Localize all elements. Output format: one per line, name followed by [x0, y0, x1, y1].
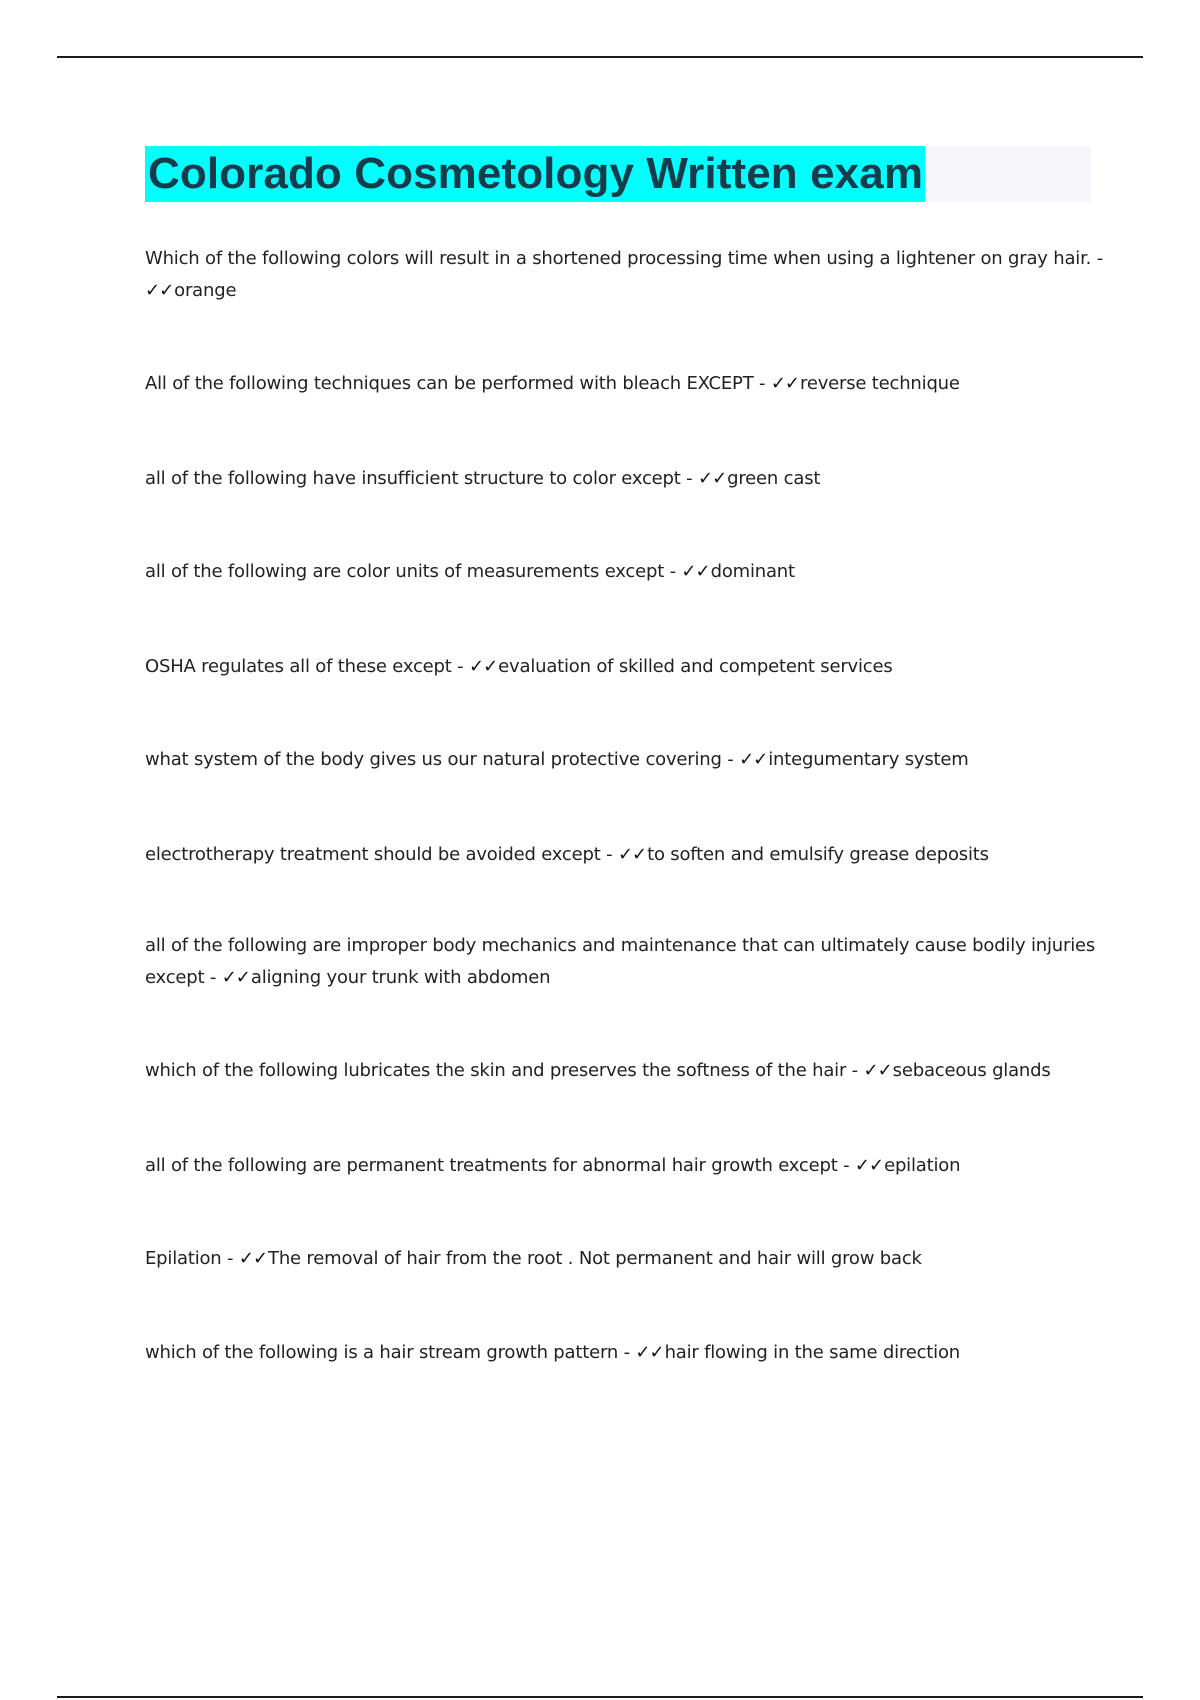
separator: - — [221, 1248, 239, 1269]
separator: - — [664, 561, 682, 582]
double-check-icon: ✓✓ — [617, 844, 647, 865]
qa-item — [145, 368, 1105, 400]
separator: - — [846, 1060, 864, 1081]
qa-item — [145, 1055, 1105, 1087]
double-check-icon: ✓✓ — [238, 1248, 268, 1269]
question-text: which of the following is a hair stream growth pattern — [145, 1342, 619, 1363]
double-check-icon: ✓✓ — [145, 280, 174, 301]
question-text: All of the following techniques can be performed with bleach EXCEPT — [145, 373, 754, 394]
answer-text: sebaceous glands — [892, 1060, 1051, 1081]
double-check-icon: ✓✓ — [697, 468, 727, 489]
answer-text: orange — [174, 280, 237, 301]
question-text: electrotherapy treatment should be avoided except — [145, 844, 601, 865]
answer-text: hair flowing in the same direction — [664, 1342, 960, 1363]
question-text: Which of the following colors will result in a shortened processing time when using a lightener on gray hair. — [145, 248, 1092, 269]
qa-item — [145, 1243, 1105, 1275]
qa-item — [145, 651, 1105, 683]
double-check-icon: ✓✓ — [739, 749, 768, 770]
question-text: Epilation — [145, 1248, 222, 1269]
question-text: which of the following lubricates the skin and preserves the softness of the hair — [145, 1060, 847, 1081]
double-check-icon: ✓✓ — [635, 1342, 664, 1363]
separator: - — [680, 468, 698, 489]
answer-text: dominant — [710, 561, 795, 582]
separator: - — [600, 844, 618, 865]
separator: - — [753, 373, 771, 394]
separator: - — [451, 656, 469, 677]
question-text: all of the following have insufficient structure to color except — [145, 468, 681, 489]
answer-text: evaluation of skilled and competent services — [498, 656, 893, 677]
qa-item — [145, 930, 1105, 994]
question-text: all of the following are color units of measurements except — [145, 561, 665, 582]
double-check-icon: ✓✓ — [770, 373, 800, 394]
qa-item — [145, 744, 1105, 776]
separator: - — [1091, 248, 1103, 269]
top-rule — [57, 56, 1143, 58]
double-check-icon: ✓✓ — [863, 1060, 892, 1081]
qa-item — [145, 556, 1105, 588]
qa-item — [145, 839, 1105, 871]
document-title: Colorado Cosmetology Written exam — [145, 146, 925, 202]
question-text: all of the following are permanent treatments for abnormal hair growth except — [145, 1155, 838, 1176]
answer-text: epilation — [884, 1155, 961, 1176]
separator: - — [721, 749, 740, 770]
bottom-rule — [57, 1696, 1143, 1698]
answer-text: integumentary system — [768, 749, 969, 770]
qa-item — [145, 1337, 1105, 1369]
answer-text: reverse technique — [800, 373, 960, 394]
double-check-icon: ✓✓ — [468, 656, 498, 677]
qa-item — [145, 1150, 1105, 1182]
qa-item — [145, 463, 1105, 495]
question-text: what system of the body gives us our natural protective covering — [145, 749, 722, 770]
answer-text: aligning your trunk with abdomen — [250, 967, 551, 988]
qa-item — [145, 243, 1105, 307]
double-check-icon: ✓✓ — [854, 1155, 884, 1176]
answer-text: The removal of hair from the root . Not permanent and hair will grow back — [268, 1248, 922, 1269]
double-check-icon: ✓✓ — [681, 561, 710, 582]
answer-text: to soften and emulsify grease deposits — [647, 844, 989, 865]
separator: - — [618, 1342, 636, 1363]
double-check-icon: ✓✓ — [221, 967, 250, 988]
separator: - — [204, 967, 222, 988]
separator: - — [837, 1155, 855, 1176]
answer-text: green cast — [727, 468, 821, 489]
question-text: all of the following are improper body mechanics and maintenance that can ultimately cause bodily injuries except — [145, 935, 1096, 988]
question-text: OSHA regulates all of these except — [145, 656, 452, 677]
